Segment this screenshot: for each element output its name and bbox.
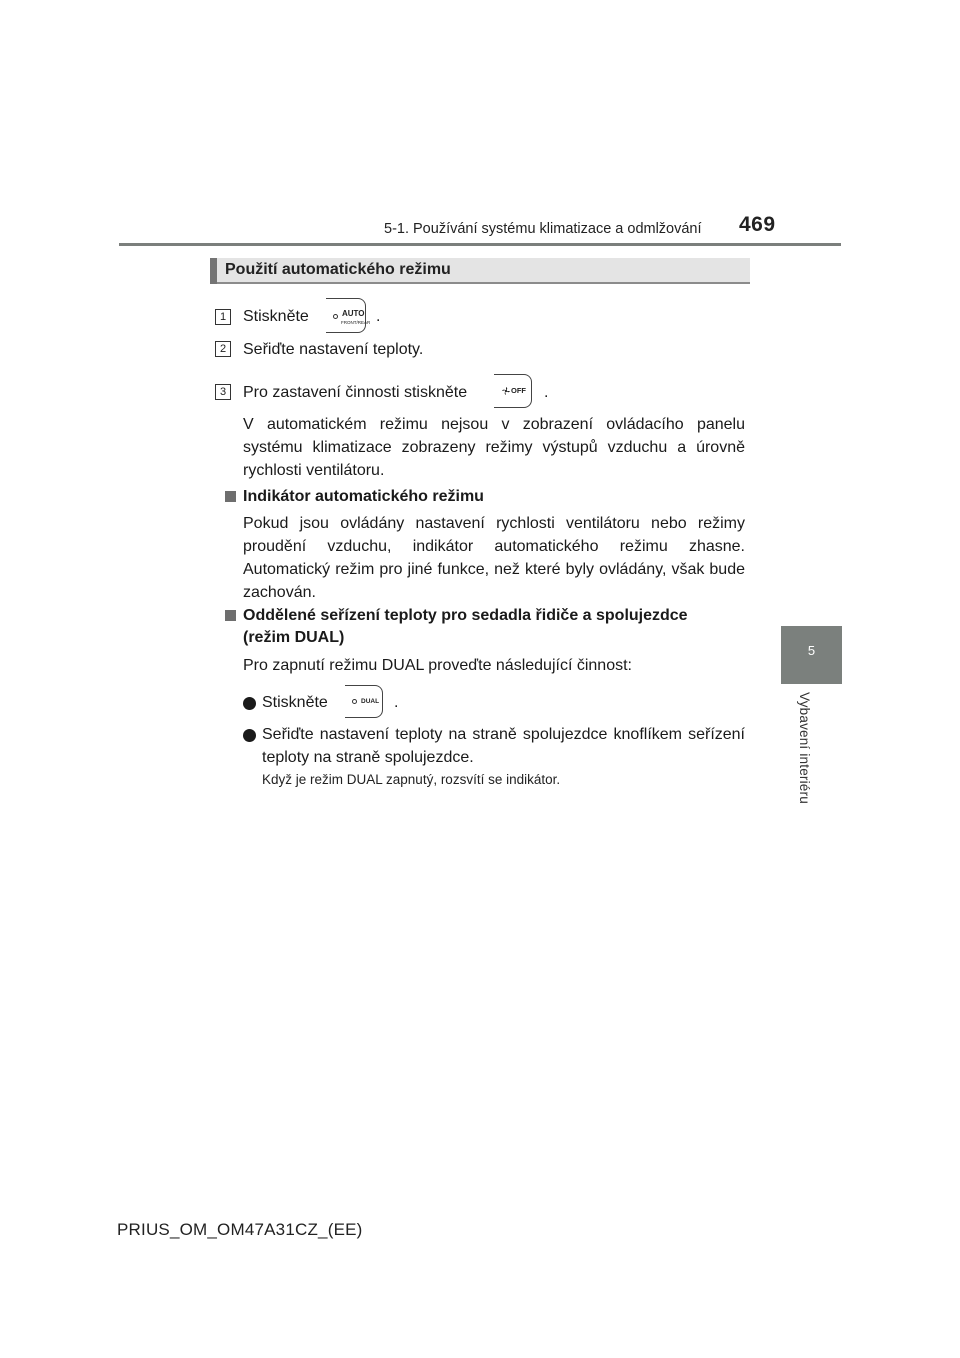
page-number: 469 xyxy=(739,213,776,236)
indicator-light-icon xyxy=(333,314,338,319)
fan-off-button-icon xyxy=(494,374,532,408)
dual-bullet-1-text: Stiskněte xyxy=(262,694,328,711)
auto-button-sublabel: FRONT/REAR xyxy=(341,320,371,325)
step-3-text: Pro zastavení činnosti stiskněte xyxy=(243,384,468,401)
info-title-dual-line1: Oddělené seřízení teploty pro sedadla řidiče a spolujezdce xyxy=(243,607,688,624)
dual-note: Když je režim DUAL zapnutý, rozsvítí se indikátor. xyxy=(262,772,561,787)
info-text-auto-indicator: Pokud jsou ovládány nastavení rychlosti ventilátoru nebo režimy proudění vzduchu, indikátor automatického režimu zhasne. Automatický režim pro jiné funkce, než které byly ovládány, však bude zachován. xyxy=(243,515,745,601)
step-number-1: 1 xyxy=(215,309,231,325)
section-title: Použití automatického režimu xyxy=(225,261,451,278)
auto-button-label: AUTO xyxy=(342,309,365,318)
step-2-text: Seřiďte nastavení teploty. xyxy=(243,341,424,358)
section-bullet-icon xyxy=(225,610,236,621)
chapter-tab xyxy=(781,626,842,684)
dual-button-icon xyxy=(345,685,383,718)
auto-button-icon xyxy=(326,298,371,333)
info-title-auto-indicator: Indikátor automatického režimu xyxy=(243,488,484,505)
header-rule xyxy=(119,243,841,246)
step-3-description: V automatickém režimu nejsou v zobrazení ovládacího panelu systému klimatizace zobrazeny režimy výstupů vzduchu a úrovně rychlosti ventilátoru. xyxy=(243,416,745,479)
dual-button-label: DUAL xyxy=(361,698,380,705)
step-3-suffix: . xyxy=(544,384,549,401)
info-intro-dual: Pro zapnutí režimu DUAL proveďte následující činnost: xyxy=(243,657,632,674)
dual-bullet-2-text: Seřiďte nastavení teploty na straně spolujezdce knoflíkem seřízení teploty na straně spolujezdce. xyxy=(262,726,745,766)
section-bullet-icon xyxy=(225,491,236,502)
step-1-text: Stiskněte xyxy=(243,308,309,325)
chapter-title: Vybavení interiéru xyxy=(797,692,812,804)
step-number-3: 3 xyxy=(215,384,231,400)
section-heading xyxy=(210,258,750,284)
list-bullet-icon xyxy=(243,729,256,742)
indicator-light-icon xyxy=(352,699,357,704)
step-number-2: 2 xyxy=(215,341,231,357)
list-bullet-icon xyxy=(243,697,256,710)
document-code: PRIUS_OM_OM47A31CZ_(EE) xyxy=(117,1220,363,1239)
fan-icon xyxy=(502,387,510,395)
fan-off-label: OFF xyxy=(511,386,526,395)
step-1-suffix: . xyxy=(376,308,381,325)
chapter-number: 5 xyxy=(807,643,816,658)
dual-bullet-1-suffix: . xyxy=(394,694,399,711)
running-header: 5-1. Používání systému klimatizace a odmlžování xyxy=(384,221,702,237)
info-title-dual-line2: (režim DUAL) xyxy=(243,629,345,646)
